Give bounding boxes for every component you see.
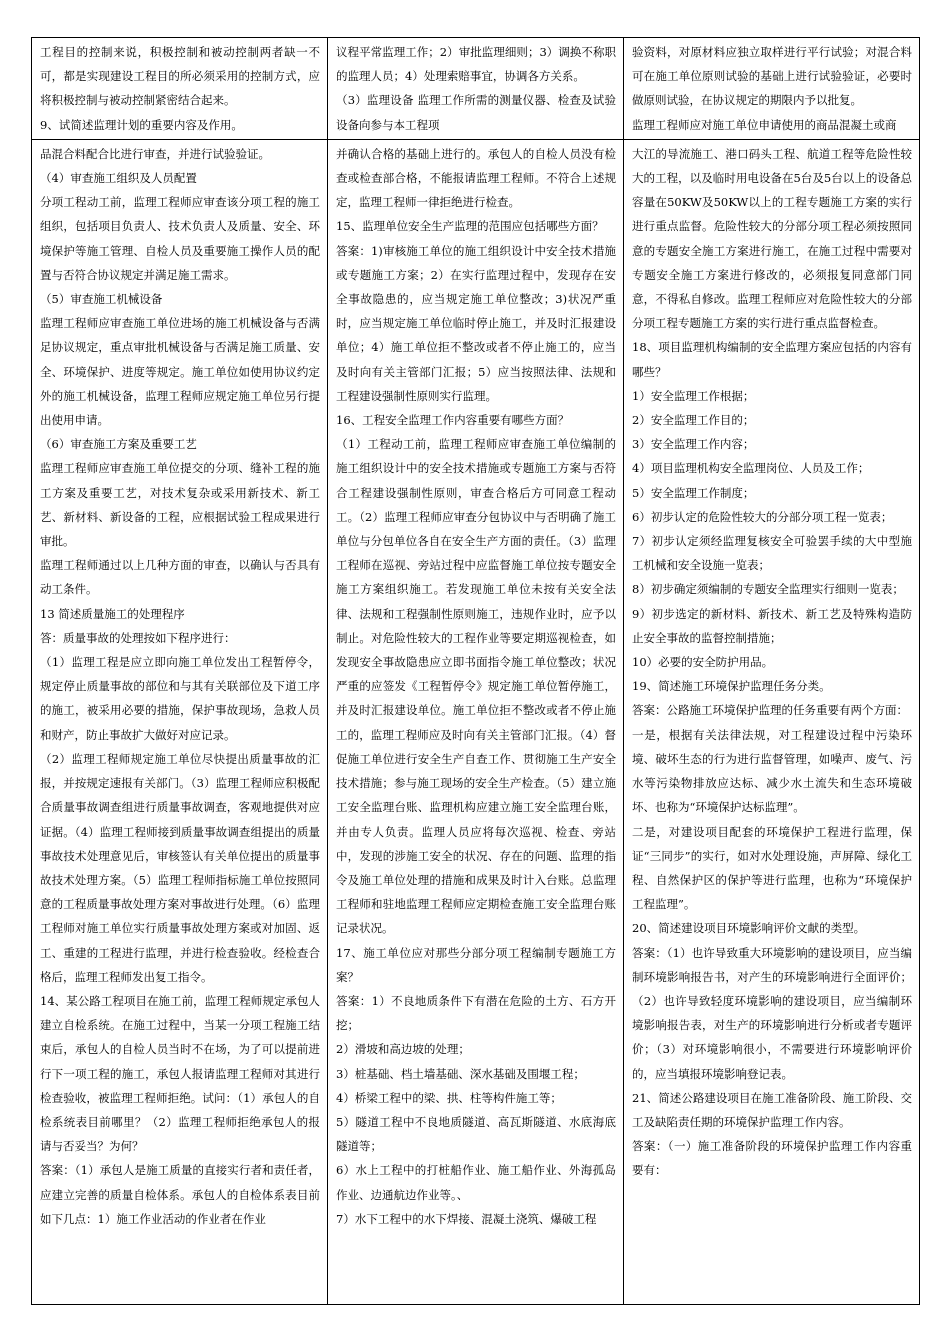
list-item: 10）必要的安全防护用品。	[632, 655, 774, 670]
paragraph: 大江的导流施工、港口码头工程、航道工程等危险性较大的工程，以及临时用电设备在5台及5台以上的设备总容量在50KW及50KW以上的工程专题施工方案的实行进行重点监督。危险性较大的分部分项工程必须按照同意的专题安全施工方案进行施工，在施工过程中需要对专题安全施工方案进行修改的，必须报复同意部门同意，不得私自修改。监理工程师应对危险性较大的分部分项工程专题施工方案的实行进行重点监督检查。	[632, 146, 912, 331]
list-item: 9）初步选定的新材料、新技术、新工艺及特殊构造防止安全事故的监督控制措施；	[632, 606, 912, 645]
list-item: 2）安全监理工作目的；	[632, 413, 755, 428]
paragraph: 答案：1)审核施工单位的施工组织设计中安全技术措施或专题施工方案；2）在实行监理过程中，发现存在安全事故隐患的，应当规定施工单位整改；3)状况严重时，应当规定施工单位临时停止施工，并及时汇报建设单位；4）施工单位拒不整改或者不停止施工的，应当及时向有关主管部门汇报；5）应当按照法律、法规和工程建设强制性原则实行监理。	[336, 243, 616, 403]
main-row	[32, 139, 920, 1304]
list-item: 6）初步认定的危险性较大的分部分项工程一览表；	[632, 509, 893, 524]
question-heading: 15、监理单位安全生产监理的范围应包括哪些方面？	[336, 219, 604, 234]
list-item: 5）安全监理工作制度；	[632, 485, 755, 500]
top-row	[32, 38, 920, 140]
paragraph: 答：质量事故的处理按如下程序进行：	[40, 630, 236, 645]
list-item: 4）桥梁工程中的梁、拱、柱等构件施工等；	[336, 1090, 562, 1105]
list-item: 1）安全监理工作根据；	[632, 388, 755, 403]
list-item: 8）初步确定须编制的专题安全监理实行细则一览表；	[632, 582, 904, 597]
paragraph: 答案：（1）也许导致重大环境影响的建设项目，应当编制环境影响报告书，对产生的环境影响进行全面评价；（2）也许导致轻度环境影响的建设项目，应当编制环境影响报告表，对生产的环境影响进行分析或者专题评价；（3）对环境影响很小，不需要进行环境影响评价的，应当填报环境影响登记表。	[632, 945, 912, 1081]
paragraph: 监理工程师应审查施工单位进场的施工机械设备与否满足协议规定，重点审批机械设备与否满足施工质量、安全、环境保护、进度等规定。施工单位如使用协议约定外的施工机械设备，监理工程师应规定施工单位另行提出使用申请。	[40, 316, 320, 428]
cell-main-middle	[328, 139, 624, 1304]
question-heading: 14、某公路工程项目在施工前，监理工程师规定承包人建立自检系统。在施工过程中，当某一分项工程施工结束后，承包人的自检人员当时不在场，为了可以提前进行下一项工程的施工，承包人报请监理工程师对其进行检查验收，被监理工程师拒绝。试问：（1）承包人的自检系统表目前哪里？（2）监理工程师拒绝承包人的报请与否妥当？为何？	[40, 993, 320, 1154]
paragraph: 答案：（一）施工准备阶段的环境保护监理工作内容重要有：	[632, 1139, 912, 1178]
list-item: 3）桩基础、档土墙基础、深水基础及围堰工程；	[336, 1066, 585, 1081]
cell-top-middle	[328, 38, 624, 140]
question-heading: 9、试简述监理计划的重要内容及作用。	[40, 117, 243, 132]
document-table	[31, 37, 920, 1305]
list-item: 4）项目监理机构安全监理岗位、人员及工作；	[632, 461, 870, 476]
paragraph: 监理工程师应审查施工单位提交的分项、缝补工程的施工方案及重要工艺，对技术复杂或采用新技术、新工艺、新材料、新设备的工程，应根据试验工程成果进行审批。	[40, 461, 320, 549]
list-item: 7）水下工程中的水下焊接、混凝土浇筑、爆破工程	[336, 1211, 597, 1226]
paragraph: 监理工程师通过以上几种方面的审查，以确认与否具有动工条件。	[40, 558, 320, 597]
cell-top-left	[32, 38, 328, 140]
paragraph: （3）监理设备 监理工作所需的测量仪器、检查及试验设备向参与本工程项	[336, 93, 616, 132]
paragraph: 监理工程师应对施工单位申请使用的商品混凝土或商	[632, 117, 897, 132]
cell-main-right	[624, 139, 920, 1304]
paragraph: （1）监理工程是应立即向施工单位发出工程暂停令，规定停止质量事故的部位和与其有关联部位及下道工序的施工，被采用必要的措施，保护事故现场，急救人员和财产，防止事故扩大做好对应记录。	[40, 655, 320, 742]
list-item: 3）安全监理工作内容；	[632, 437, 755, 452]
question-heading: 16、工程安全监理工作内容重要有哪些方面？	[336, 413, 570, 428]
paragraph: 答案：（1）承包人是施工质量的直接实行者和责任者，应建立完善的质量自检体系。承包人的自检体系表目前如下几点：1）施工作业活动的作业者在作业	[40, 1163, 320, 1226]
paragraph: 议程平常监理工作；2）审批监理细则；3）调换不称职的监理人员；4）处理索赔事宜，协调各方关系。	[336, 45, 616, 84]
paragraph: 答案：公路施工环境保护监理的任务重要有两个方面：	[632, 703, 908, 718]
question-heading: 17、施工单位应对那些分部分项工程编制专题施工方案？	[336, 945, 616, 984]
paragraph: 品混合料配合比进行审查，并进行试验验证。	[40, 146, 270, 161]
question-heading: 21、简述公路建设项目在施工准备阶段、施工阶段、交工及缺陷责任期的环境保护监理工作内容。	[632, 1090, 912, 1129]
cell-main-left	[32, 139, 328, 1304]
question-heading: 18、项目监理机构编制的安全监理方案应包括的内容有哪些？	[632, 340, 912, 379]
paragraph: 二是，对建设项目配套的环境保护工程进行监理，保证“三同步”的实行，如对水处理设施，声屏障、绿化工程、自然保护区的保护等进行监理，也称为“环境保护工程监理”。	[632, 824, 912, 912]
list-item: 7）初步认定须经监理复核安全可验罢手续的大中型施工机械和安全设施一览表；	[632, 534, 912, 573]
list-item: 6）水上工程中的打桩船作业、施工船作业、外海孤岛作业、边通航边作业等。、	[336, 1163, 616, 1202]
paragraph: 工程目的控制来说，积极控制和被动控制两者缺一不可，都是实现建设工程目的所必须采用的控制方式，应将积极控制与被动控制紧密结合起来。	[40, 45, 320, 108]
paragraph: （1）工程动工前，监理工程师应审查施工单位编制的施工组织设计中的安全技术措施或专题施工方案与否符合工程建设强制性原则，审查合格后方可同意工程动工。（2）监理工程师应审查分包协议中与否明确了施工单位与分包单位各自在安全生产方面的责任。（3）监理工程师在巡视、旁站过程中应监督施工单位按专题安全施工方案组织施工。若发现施工单位未按有关安全法律、法规和工程强制性原则施工，违规作业时，应予以制止。对危险性较大的工程作业等要定期巡视检查，如发现安全事故隐患应立即书面指令施工单位整改；状况严重的应签发《工程暂停令》规定施工单位暂停施工，并及时汇报建设单位。施工单位拒不整改或者不停止施工的，监理工程师应及时向有关主管部门汇报。（4）督促施工单位进行安全生产自查工作、贯彻施工生产安全技术措施；参与施工现场的安全生产检查。（5）建立施工安全监理台账、监理机构应建立施工安全监理台账，并由专人负责。监理人员应将每次巡视、检查、旁站中，发现的涉施工安全的状况、存在的问题、监理的指令及施工单位处理的措施和成果及时计入台账。总监理工程师和驻地监理工程师应定期检查施工安全监理台账记录状况。	[336, 437, 616, 936]
paragraph: 并确认合格的基础上进行的。承包人的自检人员没有检查或检查部合格，不能报请监理工程师。不符合上述规定，监理工程师一律拒绝进行检查。	[336, 146, 616, 210]
paragraph: （4）审查施工组织及人员配置	[40, 171, 197, 186]
paragraph: （5）审查施工机械设备	[40, 292, 163, 307]
question-heading: 19、简述施工环境保护监理任务分类。	[632, 679, 831, 694]
paragraph: （2）监理工程师规定施工单位尽快提出质量事故的汇报，并按规定速报有关部门。（3）监理工程师应积极配合质量事故调查组进行质量事故调查，客观地提供对应证据。（4）监理工程师接到质量事故调查组提出的质量事故技术处理意见后，审核签认有关单位提出的质量事故技术处理方案。（5）监理工程师指标施工单位按照同意的工程质量事故处理方案对事故进行处理。（6）监理工程师对施工单位实行质量事故处理方案或对加固、返工、重建的工程进行监理，并进行检查验收。经检查合格后，监理工程师发出复工指令。	[40, 751, 320, 984]
list-item: 5）隧道工程中不良地质隧道、高瓦斯隧道、水底海底隧道等；	[336, 1114, 616, 1154]
paragraph: （6）审查施工方案及重要工艺	[40, 437, 197, 452]
list-item: 答案：1）不良地质条件下有潜在危险的土方、石方开挖；	[336, 993, 616, 1033]
question-heading: 20、简述建设项目环境影响评价文献的类型。	[632, 921, 866, 936]
paragraph: 验资料，对原材料应独立取样进行平行试验；对混合料可在施工单位原则试验的基础上进行试验验证，必要时做原则试验，在协议规定的期限内予以批复。	[632, 45, 912, 108]
paragraph: 一是，根据有关法律法规，对工程建设过程中污染环境、破坏生态的行为进行监督管理，如噪声、废气、污水等污染物排放应达标、减少水土流失和生态环境破坏、也称为“环境保护达标监理”。	[632, 727, 912, 815]
list-item: 2）滑坡和高边坡的处理；	[336, 1042, 470, 1057]
question-heading: 13 简述质量施工的处理程序	[40, 606, 185, 621]
cell-top-right	[624, 38, 920, 140]
paragraph: 分项工程动工前，监理工程师应审查该分项工程的施工组织，包括项目负责人、技术负责人及质量、安全、环境保护等施工管理、自检人员及重要施工操作人员的配置与否符合协议规定并满足施工需求。	[40, 195, 320, 282]
